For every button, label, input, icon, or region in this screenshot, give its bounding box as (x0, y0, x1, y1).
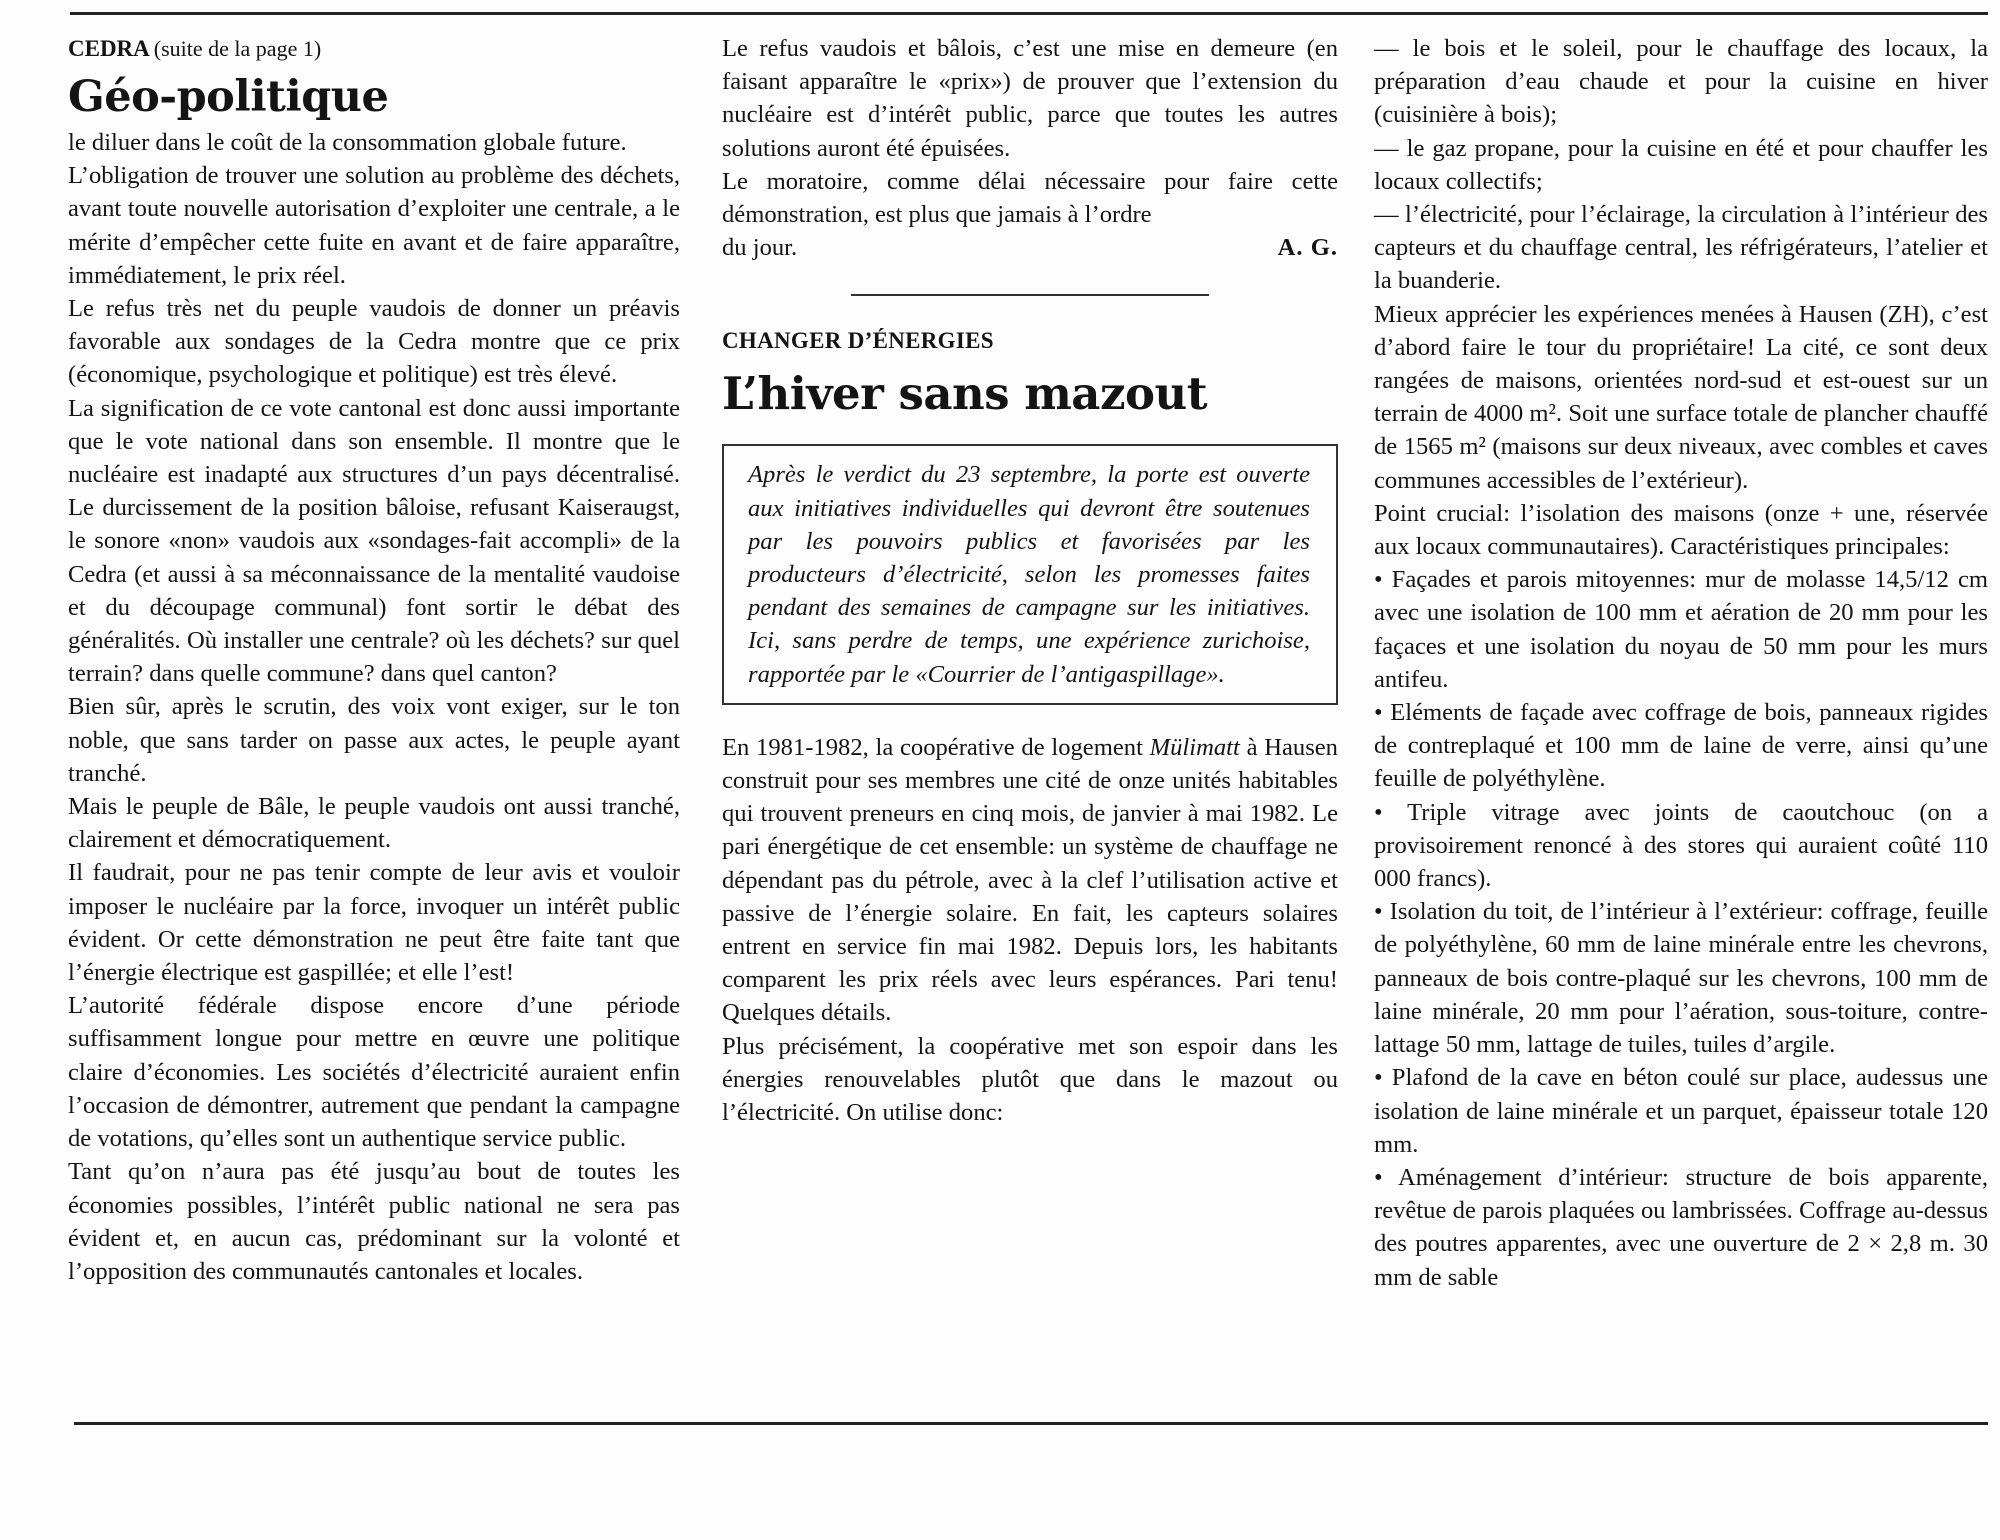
list-item: • Plafond de la cave en béton coulé sur place, audessus une isolation de laine minérale et un parquet, épaisseur totale 120 mm. (1374, 1064, 1988, 1158)
author-signature: A. G. (1277, 234, 1338, 262)
p1-start: En 1981-1982, la coopérative de logement (722, 733, 1150, 761)
cooperative-name: Mülimatt (1149, 733, 1240, 761)
paragraph: Plus précisément, la coopérative met son espoir dans les énergies renouvelables plutôt que dans le mazout ou l’électricité. On utilise donc: (722, 1032, 1338, 1127)
paragraph: le diluer dans le coût de la consommation globale future. (68, 129, 627, 156)
top-rule (70, 12, 1988, 15)
paragraph: L’autorité fédérale dispose encore d’une période suffisamment longue pour mettre en œuvre une politique claire d’économies. Les sociétés d’électricité auraient enfin l’occasion de démontrer, autrement que pendant la campagne de votations, qu’elles sont un authentique service public. (68, 992, 680, 1153)
list-item: • Isolation du toit, de l’intérieur à l’extérieur: coffrage, feuille de polyéthylène, 60 mm de laine minérale entre les chevrons, panneaux de bois contre-plaqué sur les chevrons, 100 mm de laine minérale, 20 mm pour l’aération, sous-toiture, contre-lattage 50 mm, lattage de tuiles, tuiles d’argile. (1374, 898, 1988, 1059)
column-1 (68, 32, 680, 1288)
lead-text: Après le verdict du 23 septembre, la porte est ouverte aux initiatives individuelles qui devront être soutenues par les pouvoirs publics et favorisées par les producteurs d’électricité, selon les promesses faites pendant des semaines de campagne sur les initiatives. Ici, sans perdre de temps, une expérience zurichoise, rapportée par le «Courrier de l’antigaspillage». (748, 461, 1310, 688)
paragraph: Tant qu’on n’aura pas été jusqu’au bout de toutes les économies possibles, l’intérêt public national ne sera pas évident et, en aucun cas, prédominant sur la volonté et l’opposition des communautés cantonales et locales. (68, 1158, 680, 1285)
list-item: • Aménagement d’intérieur: structure de bois apparente, revêtue de parois plaquées ou lambrissées. Coffrage au-dessus des poutres apparentes, avec une ouverture de 2 × 2,8 m. 30 mm de sable (1374, 1163, 1988, 1291)
article2-title: L’hiver sans mazout (722, 367, 1208, 421)
article1-title: Géo-politique (68, 72, 389, 122)
paragraph: L’obligation de trouver une solution au problème des déchets, avant toute nouvelle autorisation d’exploiter une centrale, a le mérite d’empêcher cette fuite en avant et de faire apparaître, immédiatement, le prix réel. (68, 162, 680, 289)
list-item: • Façades et parois mitoyennes: mur de molasse 14,5/12 cm avec une isolation de 100 mm et aération de 20 mm pour les façaces et une isolation du noyau de 50 mm pour les murs antifeu. (1374, 566, 1988, 693)
paragraph: La signification de ce vote cantonal est donc aussi importante que le vote national dans son ensemble. Il montre que le nucléaire est inadapté aux structures d’un pays décentralisé. Le durcissement de la position bâloise, refusant Kaiseraugst, le sonore «non» vaudois aux «sondages-fait accompli» de la Cedra (et aussi à sa méconnaissance de la mentalité vaudoise et du découpage communal) font sortir le débat des généralités. Où installer une centrale? où les déchets? sur quel terrain? dans quelle commune? dans quel canton? (68, 394, 680, 688)
signature-line (722, 231, 1338, 264)
paragraph: Le moratoire, comme délai nécessaire pour faire cette démonstration, est plus que jamais à l’ordre (722, 167, 1338, 229)
article1-kicker-label: CEDRA (68, 36, 150, 61)
article1-kicker (68, 32, 680, 66)
article1-kicker-sub: (suite de la page 1) (153, 36, 322, 61)
paragraph: — l’électricité, pour l’éclairage, la circulation à l’intérieur des capteurs et du chauffage central, les réfrigérateurs, l’atelier et la buanderie. (1374, 201, 1988, 295)
paragraph: Bien sûr, après le scrutin, des voix vont exiger, sur le ton noble, que sans tarder on passe aux actes, le peuple ayant tranché. (68, 693, 680, 787)
paragraph (722, 731, 1338, 1030)
list-item: • Eléments de façade avec coffrage de bois, panneaux rigides de contreplaqué et 100 mm de laine de verre, ainsi qu’une feuille de polyéthylène. (1374, 699, 1988, 793)
paragraph: Il faudrait, pour ne pas tenir compte de leur avis et vouloir imposer le nucléaire par la force, invoquer un intérêt public évident. Or cette démonstration ne peut être faite tant que l’énergie électrique est gaspillée; et elle l’est! (68, 859, 680, 987)
list-item: • Triple vitrage avec joints de caoutchouc (on a provisoirement renoncé à des stores qui auraient coûté 110 000 francs). (1374, 798, 1988, 893)
paragraph: — le gaz propane, pour la cuisine en été et pour chauffer les locaux collectifs; (1374, 134, 1988, 195)
article-separator (851, 294, 1209, 296)
paragraph: Mais le peuple de Bâle, le peuple vaudois ont aussi tranché, clairement et démocratiquement. (68, 793, 680, 854)
paragraph: Le refus vaudois et bâlois, c’est une mise en demeure (en faisant apparaître le «prix») de prouver que l’extension du nucléaire est d’intérêt public, parce que toutes les autres solutions auront été épuisées. (722, 35, 1338, 162)
paragraph: — le bois et le soleil, pour le chauffage des locaux, la préparation d’eau chaude et pour la cuisine en hiver (cuisinière à bois); (1374, 35, 1988, 129)
paragraph: Mieux apprécier les expériences menées à Hausen (ZH), c’est d’abord faire le tour du propriétaire! La cité, ce sont deux rangées de maisons, orientées nord-sud et est-ouest sur un terrain de 4000 m². Soit une surface totale de plancher chauffé de 1565 m² (maisons sur deux niveaux, avec combles et caves communes accessibles de l’extérieur). (1374, 300, 1988, 494)
column-3 (1374, 32, 1988, 1294)
p1-end: à Hausen construit pour ses membres une cité de onze unités habitables qui trouvent preneurs en cinq mois, de janvier à mai 1982. Le pari énergétique de cet ensemble: un système de chauffage ne dépendant pas du pétrole, avec à la clef l’utilisation active et passive de l’énergie solaire. En fait, les capteurs solaires entrent en service fin mai 1982. Depuis lors, les habitants comparent les prix réels avec leurs espérances. Pari tenu! Quelques détails. (722, 733, 1338, 1027)
lead-box (722, 444, 1338, 704)
paragraph: Le refus très net du peuple vaudois de donner un préavis favorable aux sondages de la Cedra montre que ce prix (économique, psychologique et politique) est très élevé. (68, 295, 680, 389)
article2-kicker: CHANGER D’ÉNERGIES (722, 328, 994, 354)
paragraph: Point crucial: l’isolation des maisons (onze + une, réservée aux locaux communautaires). Caractéristiques principales: (1374, 499, 1988, 561)
last-line: du jour. (722, 234, 798, 262)
bottom-rule (74, 1422, 1988, 1425)
column-2 (722, 32, 1338, 1129)
